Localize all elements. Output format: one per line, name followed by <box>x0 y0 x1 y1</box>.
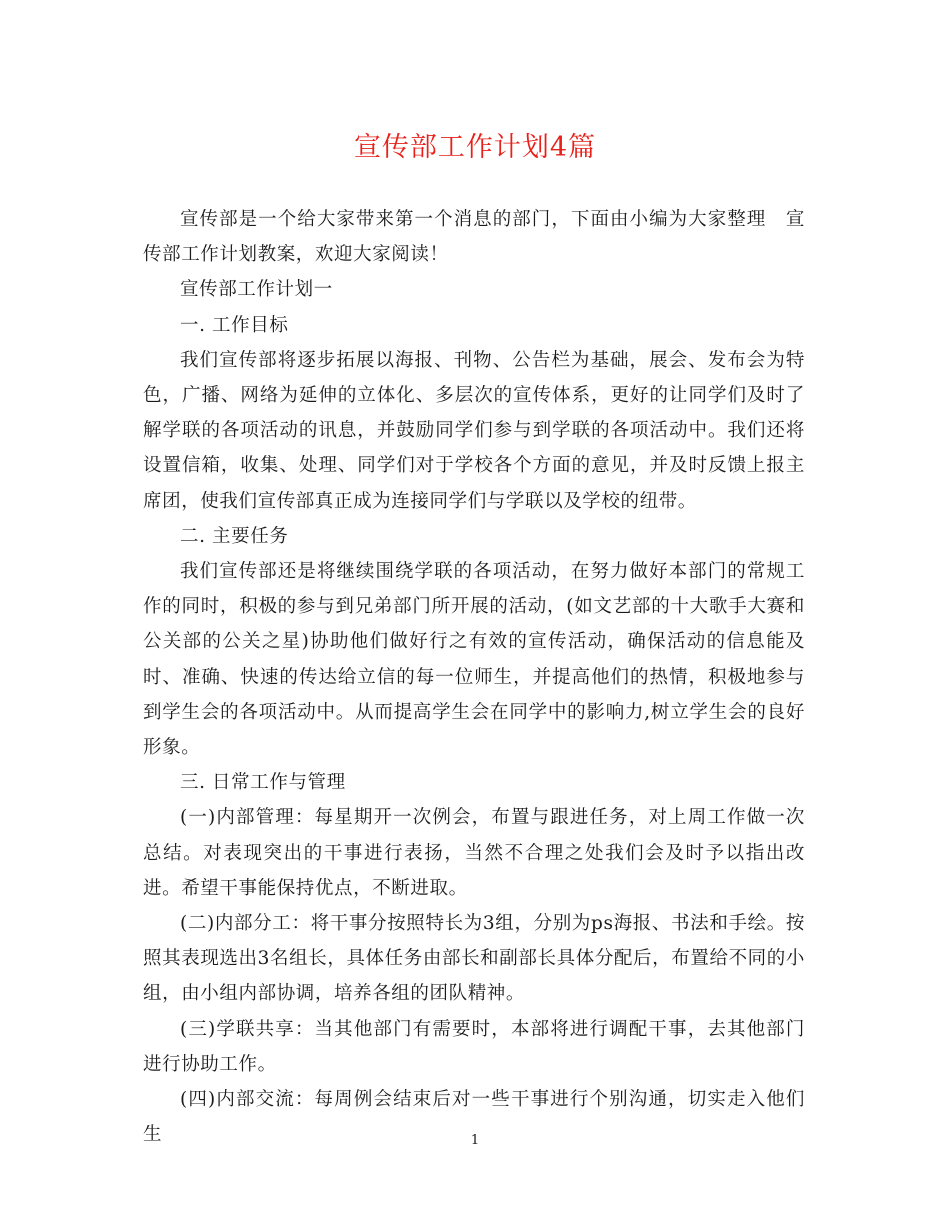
subheading-work-goals: 一. 工作目标 <box>180 314 289 336</box>
document-title: 宣传部工作计划4篇 <box>353 132 597 163</box>
paragraph-main-tasks: 我们宣传部还是将继续围绕学联的各项活动，在努力做好本部门的常规工作的同时，积极的参与到兄弟部门所开展的活动，(如文艺部的十大歌手大赛和公关部的公关之星)协助他们做好行之有效的宣传活动，确保活动的信息能及时、准确、快速的传达给立信的每一位师生，并提高他们的热情，积极地参与到学生会的各项活动中。从而提高学生会在同学中的影响力,树立学生会的良好形象。 <box>143 561 805 759</box>
paragraph-internal-division: (二)内部分工：将干事分按照特长为3组，分别为ps海报、书法和手绘。按照其表现选出3名组长，具体任务由部长和副部长具体分配后，布置给不同的小组，由小组内部协调，培养各组的团队精神。 <box>143 913 805 1005</box>
document-body <box>143 202 805 1152</box>
paragraph-internal-communication: (四)内部交流：每周例会结束后对一些干事进行个别沟通，切实走入他们生 <box>143 1089 805 1146</box>
page-number: 1 <box>470 1133 480 1148</box>
paragraph-internal-management: (一)内部管理：每星期开一次例会，布置与跟进任务，对上周工作做一次总结。对表现突出的干事进行表扬，当然不合理之处我们会及时予以指出改进。希望干事能保持优点，不断进取。 <box>143 807 805 899</box>
subheading-daily-management: 三. 日常工作与管理 <box>180 772 346 794</box>
subheading-main-tasks: 二. 主要任务 <box>180 525 289 547</box>
paragraph-sharing: (三)学联共享：当其他部门有需要时，本部将进行调配干事，去其他部门进行协助工作。 <box>143 1018 805 1075</box>
intro-paragraph: 宣传部是一个给大家带来第一个消息的部门，下面由小编为大家整理 宣传部工作计划教案，欢迎大家阅读！ <box>143 209 805 266</box>
section-heading-plan-one: 宣传部工作计划一 <box>180 279 333 301</box>
paragraph-work-goals: 我们宣传部将逐步拓展以海报、刊物、公告栏为基础，展会、发布会为特色，广播、网络为延伸的立体化、多层次的宣传体系，更好的让同学们及时了解学联的各项活动的讯息，并鼓励同学们参与到学联的各项活动中。我们还将设置信箱，收集、处理、同学们对于学校各个方面的意见，并及时反馈上报主席团，使我们宣传部真正成为连接同学们与学联以及学校的纽带。 <box>143 349 805 512</box>
